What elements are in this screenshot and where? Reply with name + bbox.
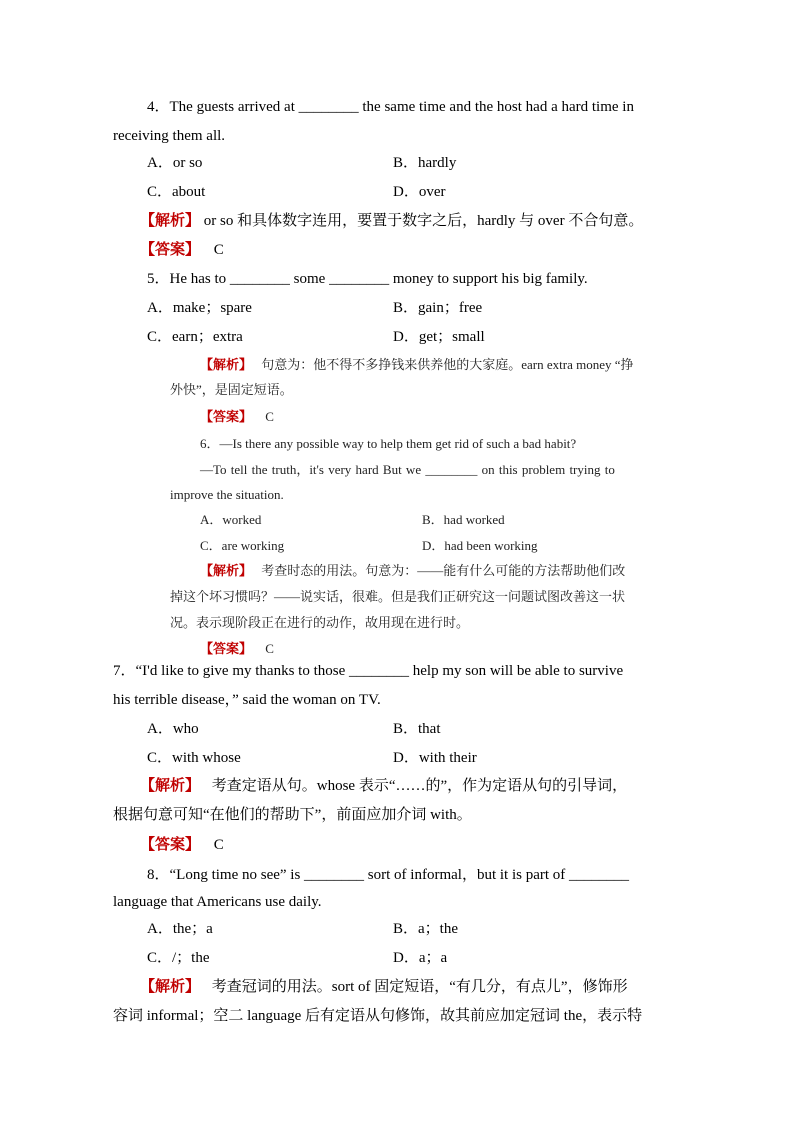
q8-option-d: D．a；a — [393, 950, 448, 966]
q8-option-c: C．/；the — [147, 950, 210, 966]
q5-option-a: A．make；spare — [147, 300, 252, 316]
answer-text: C — [213, 242, 224, 258]
q5-answer — [200, 409, 274, 425]
q4-option-d: D．over — [393, 184, 446, 200]
q7-stem-line1: 7．“I'd like to give my thanks to those ________ help my son will be able to survive — [113, 663, 624, 679]
analysis-tag: 【解析】 — [200, 563, 253, 578]
q5-stem: 5．He has to ________ some ________ money to support his big family. — [147, 271, 588, 287]
q4-option-b: B．hardly — [393, 155, 457, 171]
answer-tag: 【答案】 — [200, 641, 253, 656]
answer-text: C — [213, 837, 224, 853]
analysis-text: 句意为：他不得不多挣钱来供养他的大家庭。earn extra money “挣 — [261, 357, 634, 372]
answer-text: C — [265, 409, 274, 424]
q7-analysis-line1 — [140, 777, 627, 795]
q8-stem-line1: 8．“Long time no see” is ________ sort of informal，but it is part of ________ — [147, 867, 630, 883]
q6-option-c: C．are working — [200, 538, 285, 553]
q7-option-c: C．with whose — [147, 750, 241, 766]
q8-analysis-line1 — [140, 978, 628, 996]
q4-stem-line2: receiving them all. — [113, 128, 226, 144]
q8-analysis-line2: 容词 informal；空二 language 后有定语从句修饰，故其前应加定冠词 the，表示特 — [113, 1008, 643, 1024]
analysis-text: 考查时态的用法。句意为：——能有什么可能的方法帮助他们改 — [261, 563, 626, 578]
q6-analysis-line2: 掉这个坏习惯吗？——说实话，很难。但是我们正研究这一问题试图改善这一状 — [170, 589, 626, 604]
q6-answer — [200, 641, 274, 657]
q7-option-b: B．that — [393, 721, 441, 737]
q5-option-c: C．earn；extra — [147, 329, 243, 345]
analysis-tag: 【解析】 — [200, 357, 253, 372]
q7-analysis-line2: 根据句意可知“在他们的帮助下”，前面应加介词 with。 — [113, 807, 472, 823]
q6-stem-line2: —To tell the truth，it's very hard But we ________ on this problem trying to — [200, 462, 615, 477]
q7-stem-line2: his terrible disease，” said the woman on TV. — [113, 692, 381, 708]
q6-option-b: B．had worked — [422, 512, 505, 527]
analysis-tag: 【解析】 — [140, 213, 201, 229]
q6-option-a: A．worked — [200, 512, 262, 527]
q5-option-b: B．gain；free — [393, 300, 483, 316]
q6-analysis-line3: 况。表示现阶段正在进行的动作，故用现在进行时。 — [170, 615, 470, 630]
q4-answer — [140, 241, 224, 259]
answer-tag: 【答案】 — [140, 242, 201, 258]
q7-option-a: A．who — [147, 721, 199, 737]
q4-option-a: A．or so — [147, 155, 203, 171]
q5-analysis-line1 — [200, 357, 634, 373]
q5-option-d: D．get；small — [393, 329, 485, 345]
analysis-tag: 【解析】 — [140, 979, 201, 995]
q4-analysis — [140, 212, 643, 230]
q6-stem-line1: 6．—Is there any possible way to help them get rid of such a bad habit? — [200, 436, 577, 451]
q6-option-d: D．had been working — [422, 538, 538, 553]
q4-option-c: C．about — [147, 184, 206, 200]
analysis-tag: 【解析】 — [140, 778, 201, 794]
analysis-text: or so 和具体数字连用，要置于数字之后，hardly 与 over 不合句意。 — [203, 213, 644, 229]
analysis-text: 考查冠词的用法。sort of 固定短语，“有几分，有点儿”，修饰形 — [211, 979, 628, 995]
analysis-text: 考查定语从句。whose 表示“……的”，作为定语从句的引导词， — [211, 778, 628, 794]
q8-option-b: B．a；the — [393, 921, 458, 937]
q8-stem-line2: language that Americans use daily. — [113, 894, 322, 910]
q6-stem-line3: improve the situation. — [170, 487, 284, 502]
answer-text: C — [265, 641, 274, 656]
q7-option-d: D．with their — [393, 750, 477, 766]
q4-stem-line1: 4．The guests arrived at ________ the same time and the host had a hard time in — [147, 99, 634, 115]
q8-option-a: A．the；a — [147, 921, 213, 937]
q5-analysis-line2: 外快”，是固定短语。 — [170, 382, 293, 397]
answer-tag: 【答案】 — [140, 837, 201, 853]
q7-answer — [140, 836, 224, 854]
q6-analysis-line1 — [200, 563, 625, 579]
answer-tag: 【答案】 — [200, 409, 253, 424]
